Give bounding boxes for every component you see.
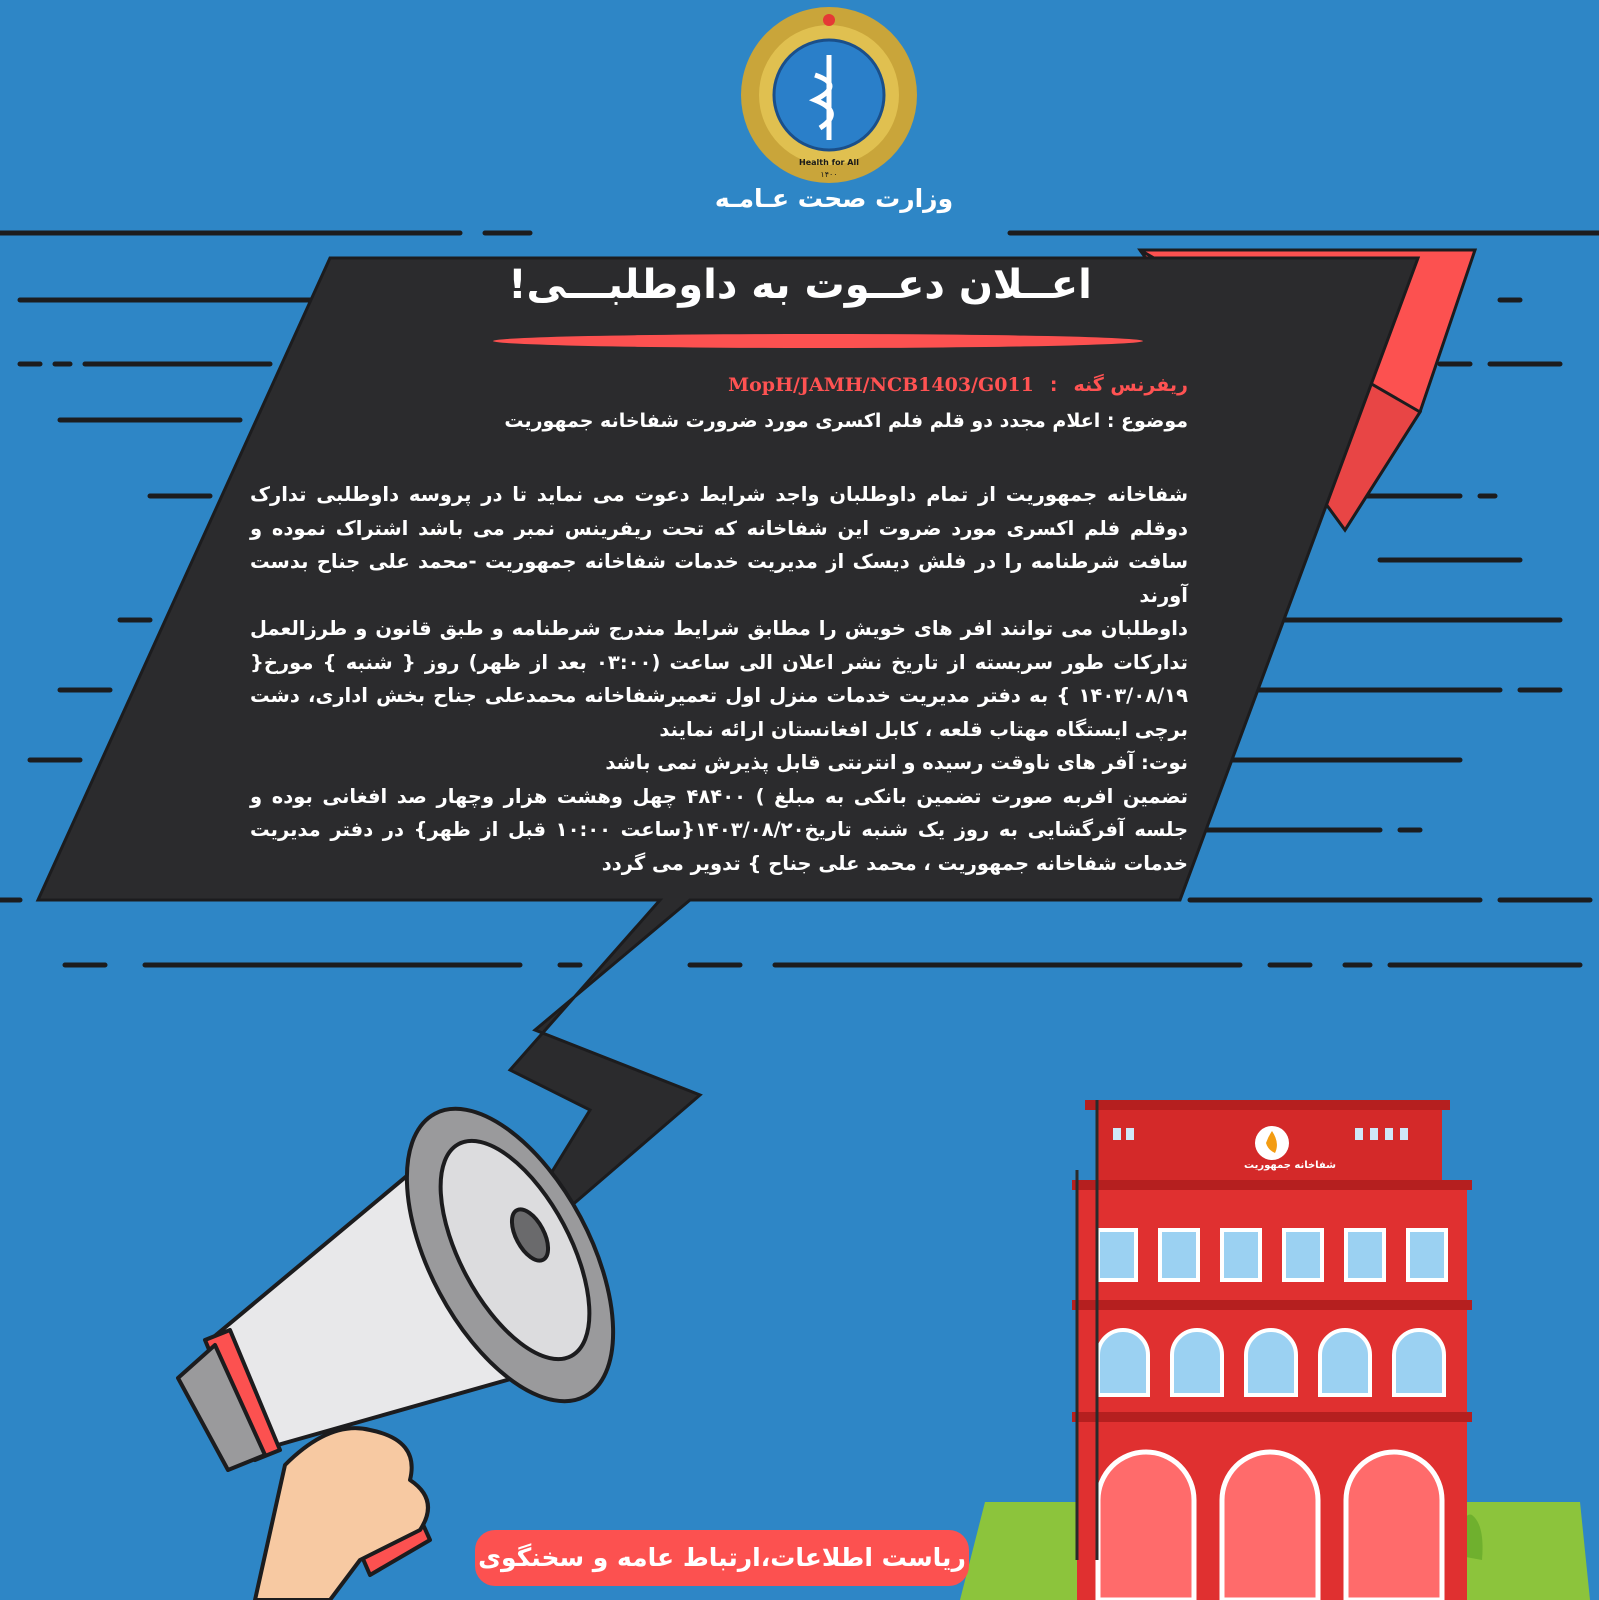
reference-separator: : bbox=[1049, 374, 1058, 396]
reference-code: MopH/JAMH/NCB1403/G011 bbox=[728, 374, 1034, 396]
logo-year: ۱۴۰۰ bbox=[820, 170, 838, 179]
footer-badge: ریاست اطلاعات،ارتباط عامه و سخنگوی bbox=[475, 1530, 969, 1586]
hospital-sign: شفاخانه جمهوریت bbox=[1244, 1160, 1336, 1171]
announcement-title: اعــلان دعــوت به داوطلبـــی! bbox=[508, 262, 1092, 308]
subject-line: موضوع : اعلام مجدد دو قلم فلم اکسری مورد ضرورت شفاخانه جمهوریت bbox=[504, 410, 1188, 432]
body-paragraph-submission: داوطلبان می توانند افر های خویش را مطابق شرایط مندرج شرطنامه و طبق قانون و طرزالعمل تدارکات طور سربسته از تاریخ نشر اعلان الی ساعت (۰۳:۰۰ بعد از ظهر) روز { شنبه } مورخ{ ۱۴۰۳/۰۸/۱۹ } به دفتر مدیریت خدمات منزل اول تعمیرشفاخانه محمدعلی جناح بخش اداری، دشت برچی ایستگاه مهتاب قلعه ، کابل افغانستان ارائه نمایند bbox=[250, 617, 1188, 741]
logo-health-text: Health for All bbox=[799, 158, 859, 167]
body-paragraph-note: نوت: آفر های ناوقت رسیده و انترنتی قابل پذیرش نمی باشد bbox=[605, 751, 1188, 774]
title-underline bbox=[493, 334, 1143, 348]
hospital-building bbox=[1072, 1100, 1472, 1600]
reference-line bbox=[620, 374, 1188, 396]
reference-label: ریفرنس گنه bbox=[1073, 374, 1188, 396]
announcement-body bbox=[250, 478, 1188, 880]
logo-seal bbox=[734, 8, 924, 183]
body-paragraph-guarantee: تضمین افربه صورت تضمین بانکی به مبلغ ) ۴۸۴۰۰ چهل وهشت هزار وچهار صد افغانی بوده و جلسه آفرگشایی به روز یک شنبه تاریخ۱۴۰۳/۰۸/۲۰{ساعت ۱۰:۰۰ قبل از ظهر} در دفتر مدیریت خدمات شفاخانه جمهوریت ، محمد علی جناح } تدویر می گردد bbox=[250, 784, 1188, 875]
ministry-name: وزارت صحت عـامـه bbox=[714, 184, 954, 213]
body-paragraph-invitation: شفاخانه جمهوریت از تمام داوطلبان واجد شرایط دعوت می نماید تا در پروسه داوطلبی تدارک دوقلم فلم اکسری مورد ضروت این شفاخانه که تحت ریفرینس نمبر می باشد اشتراک نموده و سافت شرطنامه را در فلش دیسک از مدیریت خدمات شفاخانه جمهوریت -محمد علی جناح بدست آورند bbox=[250, 483, 1188, 607]
